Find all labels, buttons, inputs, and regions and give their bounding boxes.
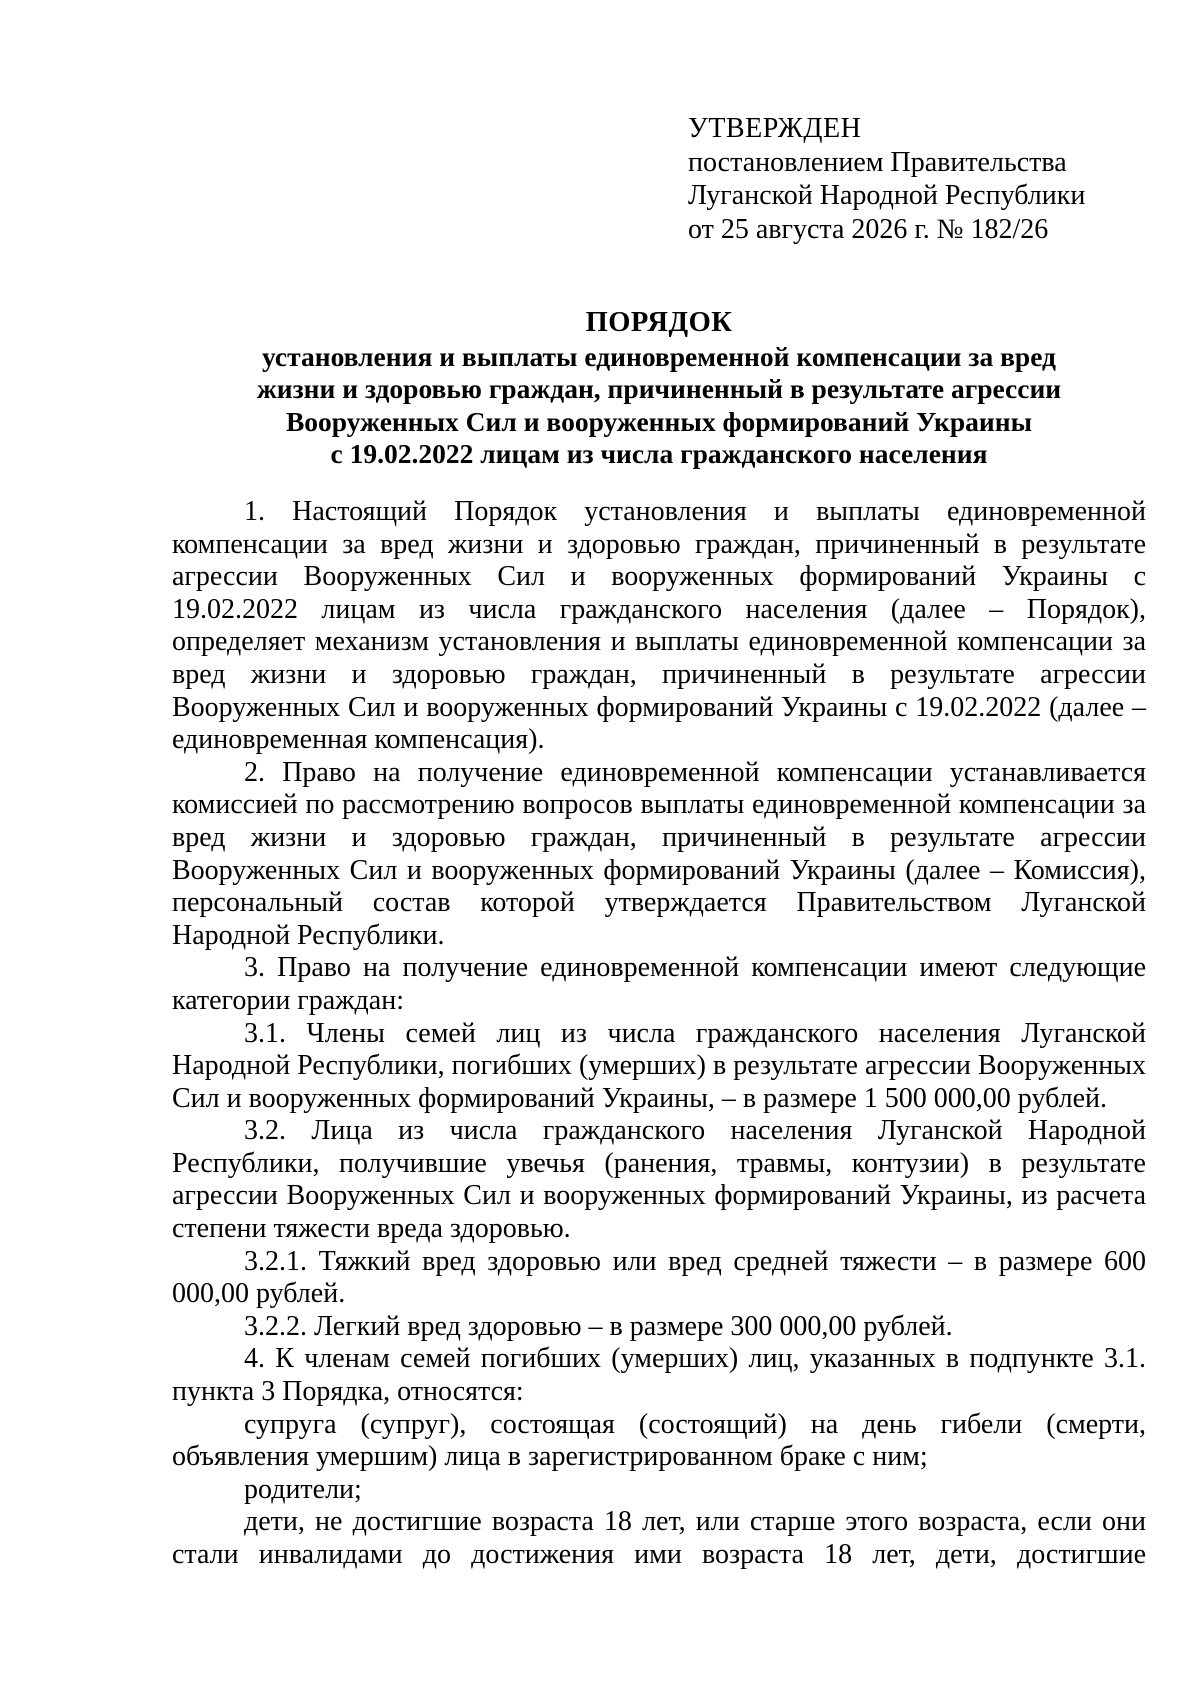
approval-date-number-line: от 25 августа 2026 г. № 182/26 [688, 213, 1049, 245]
subtitle-line: Вооруженных Сил и вооруженных формирований Украины [285, 405, 1033, 437]
document-title-block [172, 305, 1146, 470]
paragraph-3-2-1: 3.2.1. Тяжкий вред здоровью или вред средней тяжести – в размере 600 000,00 рублей. [172, 1245, 1146, 1310]
paragraph-4: 4. К членам семей погибших (умерших) лиц, указанных в подпункте 3.1. пункта 3 Порядка, относятся: [172, 1343, 1146, 1408]
paragraph-2: 2. Право на получение единовременной компенсации устанавливается комиссией по рассмотрению вопросов выплаты единовременной компенсации за вред жизни и здоровью граждан, причиненный в результате агрессии Вооруженных Сил и вооруженных формирований Украины (далее – Комиссия), персональный состав которой утверждается Правительством Луганской Народной Республики. [172, 756, 1146, 951]
approval-heading: УТВЕРЖДЕН [688, 113, 862, 144]
paragraph-3-2: 3.2. Лица из числа гражданского населения Луганской Народной Республики, получившие увечья (ранения, травмы, контузии) в результате агрессии Вооруженных Сил и вооруженных формирований Украины, из расчета степени тяжести вреда здоровью. [172, 1115, 1146, 1245]
approval-resolution-line: постановлением Правительства [688, 146, 1067, 178]
family-member-parents: родители; [244, 1473, 362, 1505]
subtitle-line: жизни и здоровью граждан, причиненный в результате агрессии [256, 373, 1062, 405]
document-subtitle [172, 341, 1146, 470]
paragraph-1: 1. Настоящий Порядок установления и выплаты единовременной компенсации за вред жизни и здоровью граждан, причиненный в результате агрессии Вооруженных Сил и вооруженных формирований Украины с 19.02.2022 лицам из числа гражданского населения (далее – Порядок), определяет механизм установления и выплаты единовременной компенсации за вред жизни и здоровью граждан, причиненный в результате агрессии Вооруженных Сил и вооруженных формирований Украины с 19.02.2022 (далее – единовременная компенсация). [172, 496, 1146, 756]
subtitle-line: с 19.02.2022 лицам из числа гражданского населения [330, 437, 988, 469]
family-member-spouse: супруга (супруг), состоящая (состоящий) на день гибели (смерти, объявления умершим) лица в зарегистрированном браке с ним; [172, 1408, 1146, 1473]
document-body [172, 496, 1146, 1572]
subtitle-line: установления и выплаты единовременной компенсации за вред [262, 341, 1056, 372]
approval-stamp [688, 112, 1168, 246]
document-title: ПОРЯДОК [585, 307, 733, 338]
paragraph-3: 3. Право на получение единовременной компенсации имеют следующие категории граждан: [172, 952, 1146, 1016]
approval-issuer-line: Луганской Народной Республики [688, 180, 1086, 211]
paragraph-3-1: 3.1. Члены семей лиц из числа гражданского населения Луганской Народной Республики, погибших (умерших) в результате агрессии Вооруженных Сил и вооруженных формирований Украины, – в размере 1 500 000,00 рублей. [172, 1017, 1146, 1114]
family-member-children: дети, не достигшие возраста 18 лет, или старше этого возраста, если они стали инвалидами до достижения ими возраста 18 лет, дети, достигшие [172, 1506, 1146, 1570]
paragraph-3-2-2: 3.2.2. Легкий вред здоровью – в размере 300 000,00 рублей. [244, 1310, 953, 1342]
